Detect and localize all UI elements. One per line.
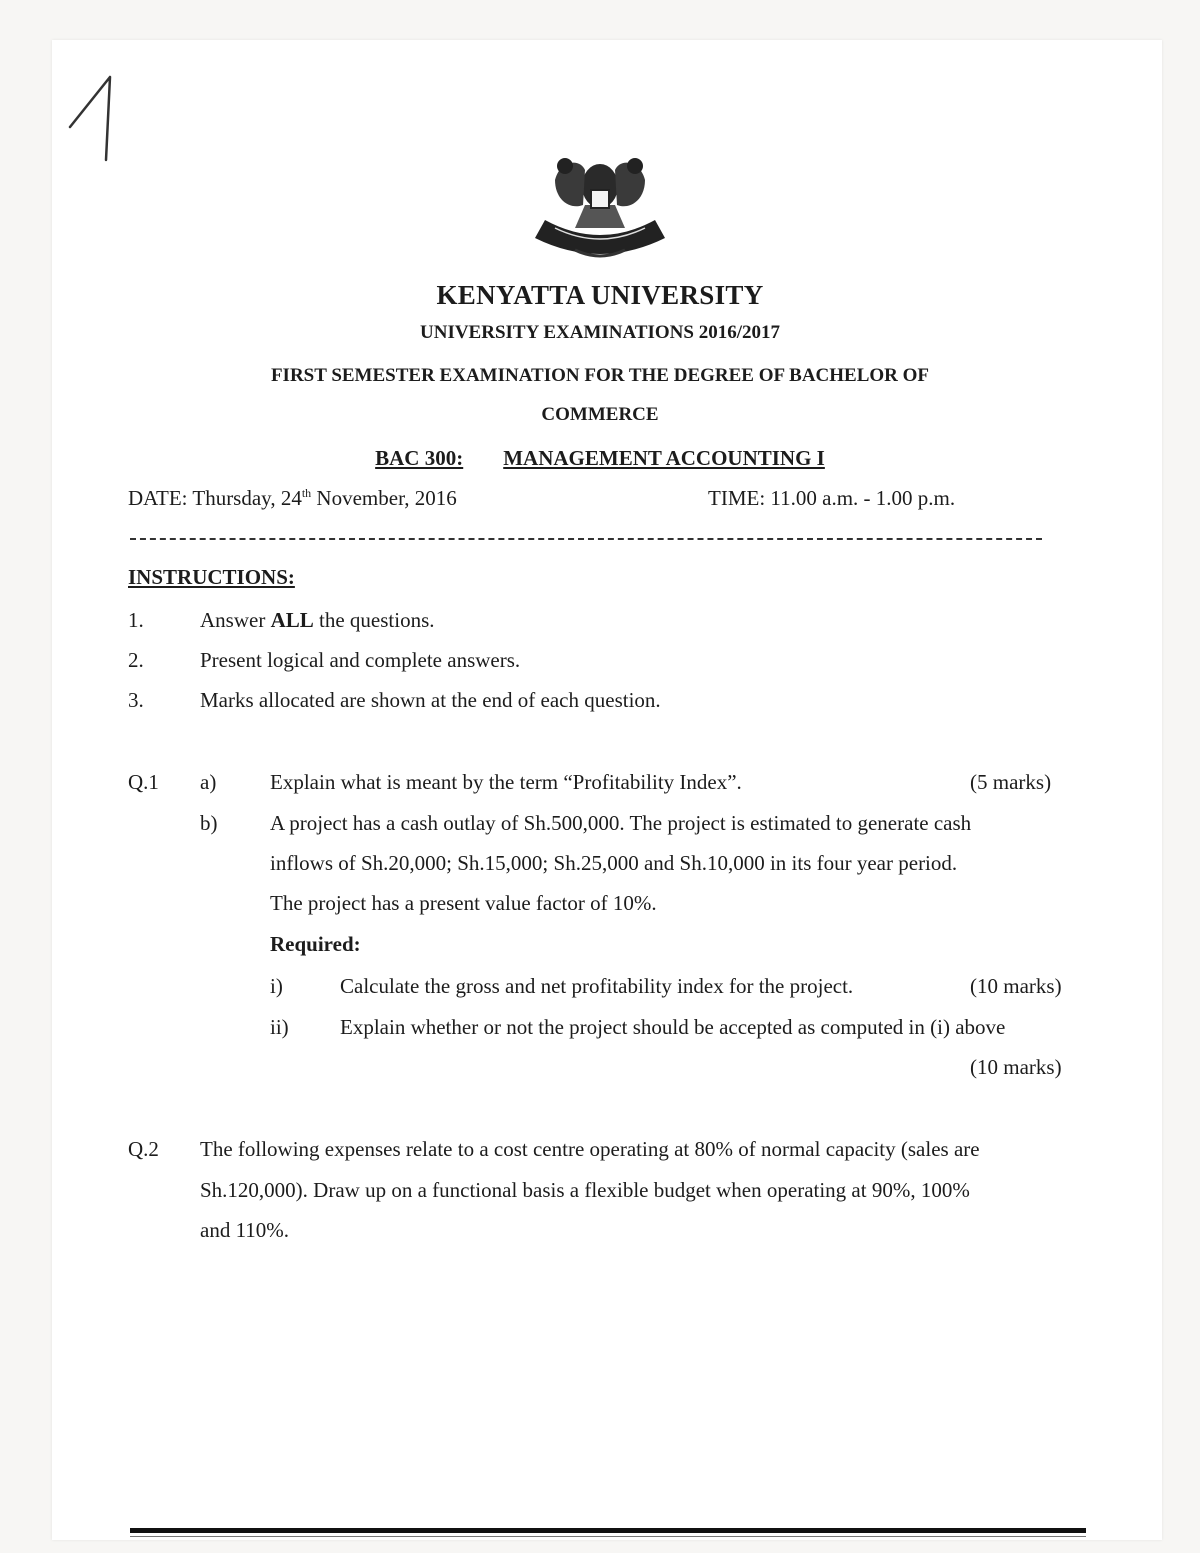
- course-name: MANAGEMENT ACCOUNTING I: [503, 446, 825, 470]
- question-2-line: Sh.120,000). Draw up on a functional basis a flexible budget when operating at 90%, 100%: [200, 1178, 970, 1202]
- question-1a-text: Explain what is meant by the term “Profitability Index”.: [270, 770, 742, 794]
- course-code: BAC 300:: [375, 446, 464, 470]
- exam-time: TIME: 11.00 a.m. - 1.00 p.m.: [708, 486, 956, 510]
- course-title: [0, 446, 1200, 471]
- footer-rule-thin: [130, 1536, 1086, 1537]
- instruction-number: 1.: [128, 608, 144, 632]
- dashed-divider: [130, 538, 1042, 540]
- question-1a-label: a): [200, 770, 217, 794]
- instruction-number: 3.: [128, 688, 144, 712]
- degree-line-2: COMMERCE: [541, 404, 659, 425]
- instruction-item: Answer ALL the questions.: [200, 608, 435, 632]
- question-1b-line: The project has a present value factor of 10%.: [270, 891, 657, 915]
- required-heading: Required:: [270, 932, 361, 956]
- question-2-line: and 110%.: [200, 1218, 290, 1242]
- question-1bii-marks: (10 marks): [970, 1055, 1062, 1079]
- instruction-item: Marks allocated are shown at the end of each question.: [200, 688, 661, 712]
- question-1b-label: b): [200, 811, 218, 835]
- question-1a-marks: (5 marks): [970, 770, 1052, 794]
- question-1bii-label: ii): [270, 1015, 289, 1039]
- question-1b-line: inflows of Sh.20,000; Sh.15,000; Sh.25,000 and Sh.10,000 in its four year period.: [270, 851, 958, 875]
- question-2-line: The following expenses relate to a cost centre operating at 80% of normal capacity (sales are: [200, 1137, 980, 1161]
- question-1-label: Q.1: [128, 770, 159, 794]
- question-1bi-label: i): [270, 974, 283, 998]
- question-1b-line: A project has a cash outlay of Sh.500,000. The project is estimated to generate cash: [270, 811, 972, 835]
- question-1bii-text: Explain whether or not the project should be accepted as computed in (i) above: [340, 1015, 1006, 1039]
- handwritten-page-number: [62, 72, 132, 172]
- question-1bi-text: Calculate the gross and net profitability index for the project.: [340, 974, 854, 998]
- question-2-label: Q.2: [128, 1137, 159, 1161]
- university-name: KENYATTA UNIVERSITY: [436, 280, 764, 310]
- degree-line-1: FIRST SEMESTER EXAMINATION FOR THE DEGREE OF BACHELOR OF: [270, 365, 930, 386]
- question-1bi-marks: (10 marks): [970, 974, 1062, 998]
- exam-date: DATE: Thursday, 24th November, 2016: [128, 486, 457, 510]
- university-crest-logo: [525, 150, 675, 275]
- exam-session: UNIVERSITY EXAMINATIONS 2016/2017: [420, 322, 780, 343]
- instructions-heading: INSTRUCTIONS:: [128, 565, 295, 589]
- footer-rule: [130, 1528, 1086, 1533]
- instruction-item: Present logical and complete answers.: [200, 648, 521, 672]
- instruction-number: 2.: [128, 648, 144, 672]
